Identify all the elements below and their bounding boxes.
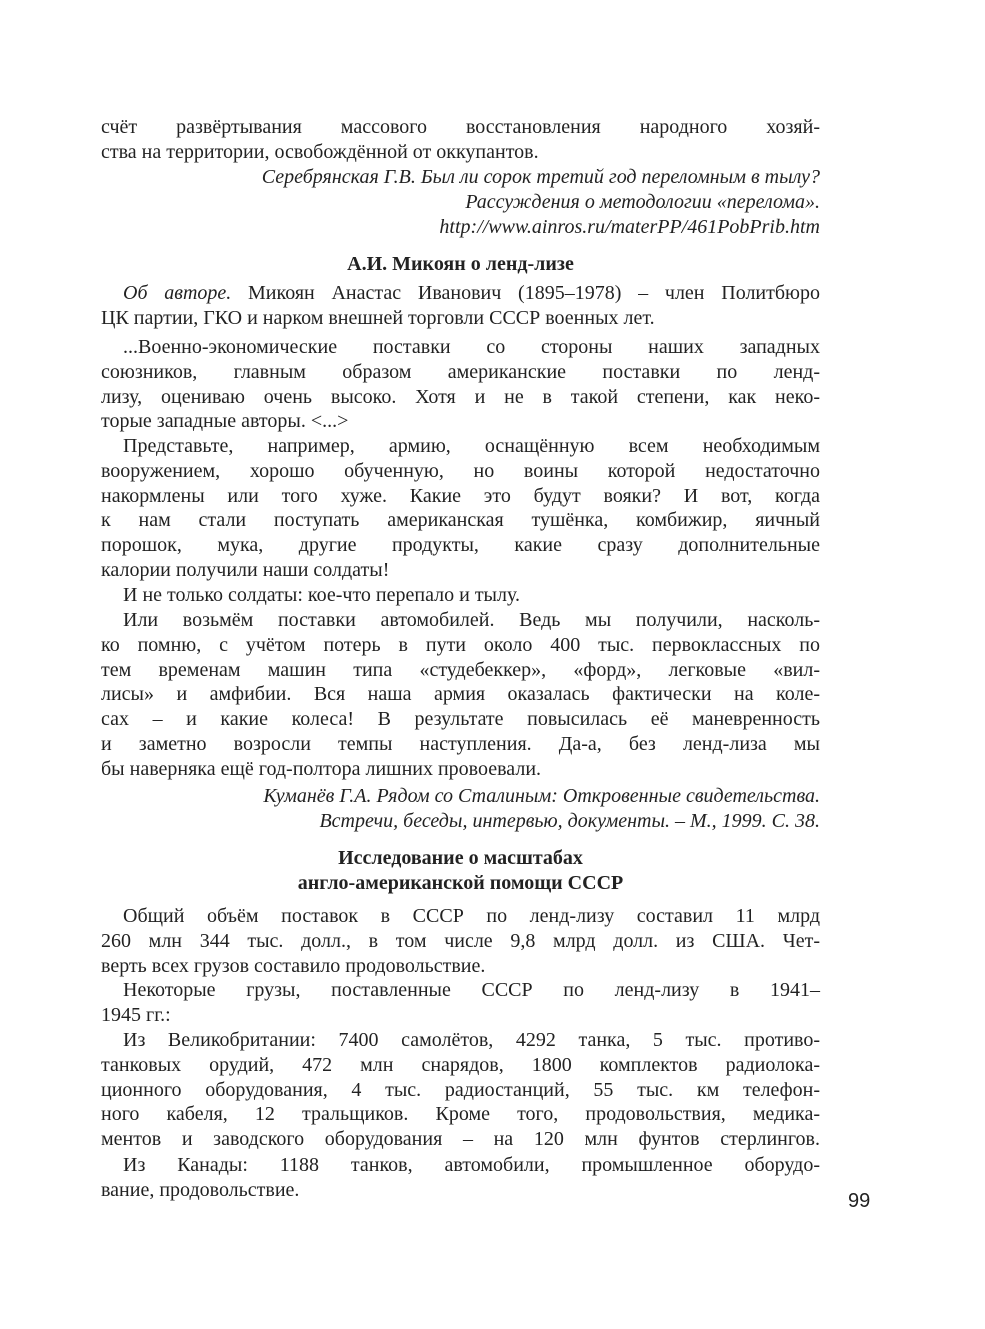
heading-line: англо-американской помощи СССР (297, 871, 624, 894)
text-line: сах – и какие колеса! В результате повысилась её маневренность (101, 708, 820, 731)
section-heading-mikoyan: А.И. Микоян о ленд-лизе (347, 253, 574, 275)
top-paragraph (101, 115, 820, 165)
text-line: счёт развёртывания массового восстановления народного хозяй- (101, 116, 820, 138)
text-line: 1945 гг.: (101, 1003, 171, 1026)
text-line: Общий объём поставок в СССР по ленд-лизу составил 11 млрд (123, 905, 820, 927)
paragraph-4 (101, 608, 820, 782)
text-line: верть всех грузов составило продовольствие. (101, 954, 486, 977)
text-line: Или возьмём поставки автомобилей. Ведь мы получили, насколь- (123, 609, 820, 631)
text-line: ЦК партии, ГКО и нарком внешней торговли СССР военных лет. (101, 306, 655, 329)
text-line: лизу, оцениваю очень высоко. Хотя и не в такой степени, как неко- (101, 385, 820, 408)
text-line: ко помню, с учётом потерь в пути около 400 тыс. первоклассных по (101, 633, 820, 656)
text-line: накормлены или того хуже. Какие это будут вояки? И вот, когда (101, 484, 820, 507)
text-line: ...Военно-экономические поставки со стороны наших западных (123, 336, 820, 358)
text-line: бы наверняка ещё год-полтора лишних провоевали. (101, 757, 542, 780)
page-number: 99 (848, 1190, 871, 1212)
citation-line: Встречи, беседы, интервью, документы. – М., 1999. С. 38. (319, 809, 820, 832)
paragraph-5 (101, 904, 820, 978)
text-line: к нам стали поступать американская тушёнка, комбижир, яичный (101, 509, 820, 532)
citation-line: http://www.ainros.ru/materPP/461PobPrib.htm (439, 215, 820, 238)
text-line: ного кабеля, 12 тральщиков. Кроме того, продовольствия, медика- (101, 1103, 820, 1126)
text-line: лисы» и амфибии. Вся наша армия оказалась фактически на коле- (101, 683, 820, 706)
text-line: порошок, мука, другие продукты, какие сразу дополнительные (101, 534, 820, 557)
citation-serebryanskaya (101, 165, 820, 239)
text-line: Представьте, например, армию, оснащённую всем необходимым (123, 435, 820, 457)
text-line: танковых орудий, 472 млн снарядов, 1800 комплектов радиолока- (101, 1053, 820, 1076)
text-line: ционного оборудования, 4 тыс. радиостанций, 55 тыс. км телефон- (101, 1078, 820, 1101)
paragraph-3 (101, 583, 820, 608)
text-line: Из Канады: 1188 танков, автомобили, промышленное оборудо- (123, 1154, 820, 1176)
paragraph-2 (101, 434, 820, 583)
paragraph-7 (101, 1028, 820, 1152)
text-line: 260 млн 344 тыс. долл., в том числе 9,8 млрд долл. из США. Чет- (101, 929, 820, 952)
text-line (101, 281, 820, 306)
paragraph-6 (101, 978, 820, 1028)
text-line: ментов и заводского оборудования – на 120 млн фунтов стерлингов. (101, 1128, 820, 1151)
text-line: калории получили наши солдаты! (101, 558, 390, 581)
about-text: Микоян Анастас Иванович (1895–1978) – член Политбюро (231, 282, 820, 304)
text-line: Некоторые грузы, поставленные СССР по ленд-лизу в 1941– (123, 979, 820, 1001)
about-author (101, 281, 820, 331)
citation-line: Куманёв Г.А. Рядом со Сталиным: Откровенные свидетельства. (263, 785, 820, 807)
about-label: Об авторе. (123, 282, 232, 304)
citation-kumanev (101, 784, 820, 834)
text-line: союзников, главным образом американские поставки по ленд- (101, 360, 820, 383)
text-line: тем временам машин типа «студебеккер», «форд», легковые «вил- (101, 658, 820, 681)
text-line: торые западные авторы. <...> (101, 410, 349, 433)
text-line: вание, продовольствие. (101, 1178, 300, 1201)
citation-line: Рассуждения о методологии «перелома». (465, 190, 820, 213)
heading-line: Исследование о масштабах (338, 847, 583, 869)
text-line: И не только солдаты: кое-что перепало и тылу. (123, 584, 520, 606)
section-heading-research (101, 846, 820, 896)
text-line: и заметно возросли темпы наступления. Да-а, без ленд-лиза мы (101, 732, 820, 755)
text-line: вооружением, хорошо обученную, но воины которой недостаточно (101, 459, 820, 482)
citation-line: Серебрянская Г.В. Был ли сорок третий год переломным в тылу? (261, 166, 820, 188)
text-line: ства на территории, освобождённой от оккупантов. (101, 140, 539, 163)
paragraph-1 (101, 335, 820, 434)
paragraph-8 (101, 1153, 820, 1203)
text-line: Из Великобритании: 7400 самолётов, 4292 танка, 5 тыс. противо- (123, 1029, 820, 1051)
